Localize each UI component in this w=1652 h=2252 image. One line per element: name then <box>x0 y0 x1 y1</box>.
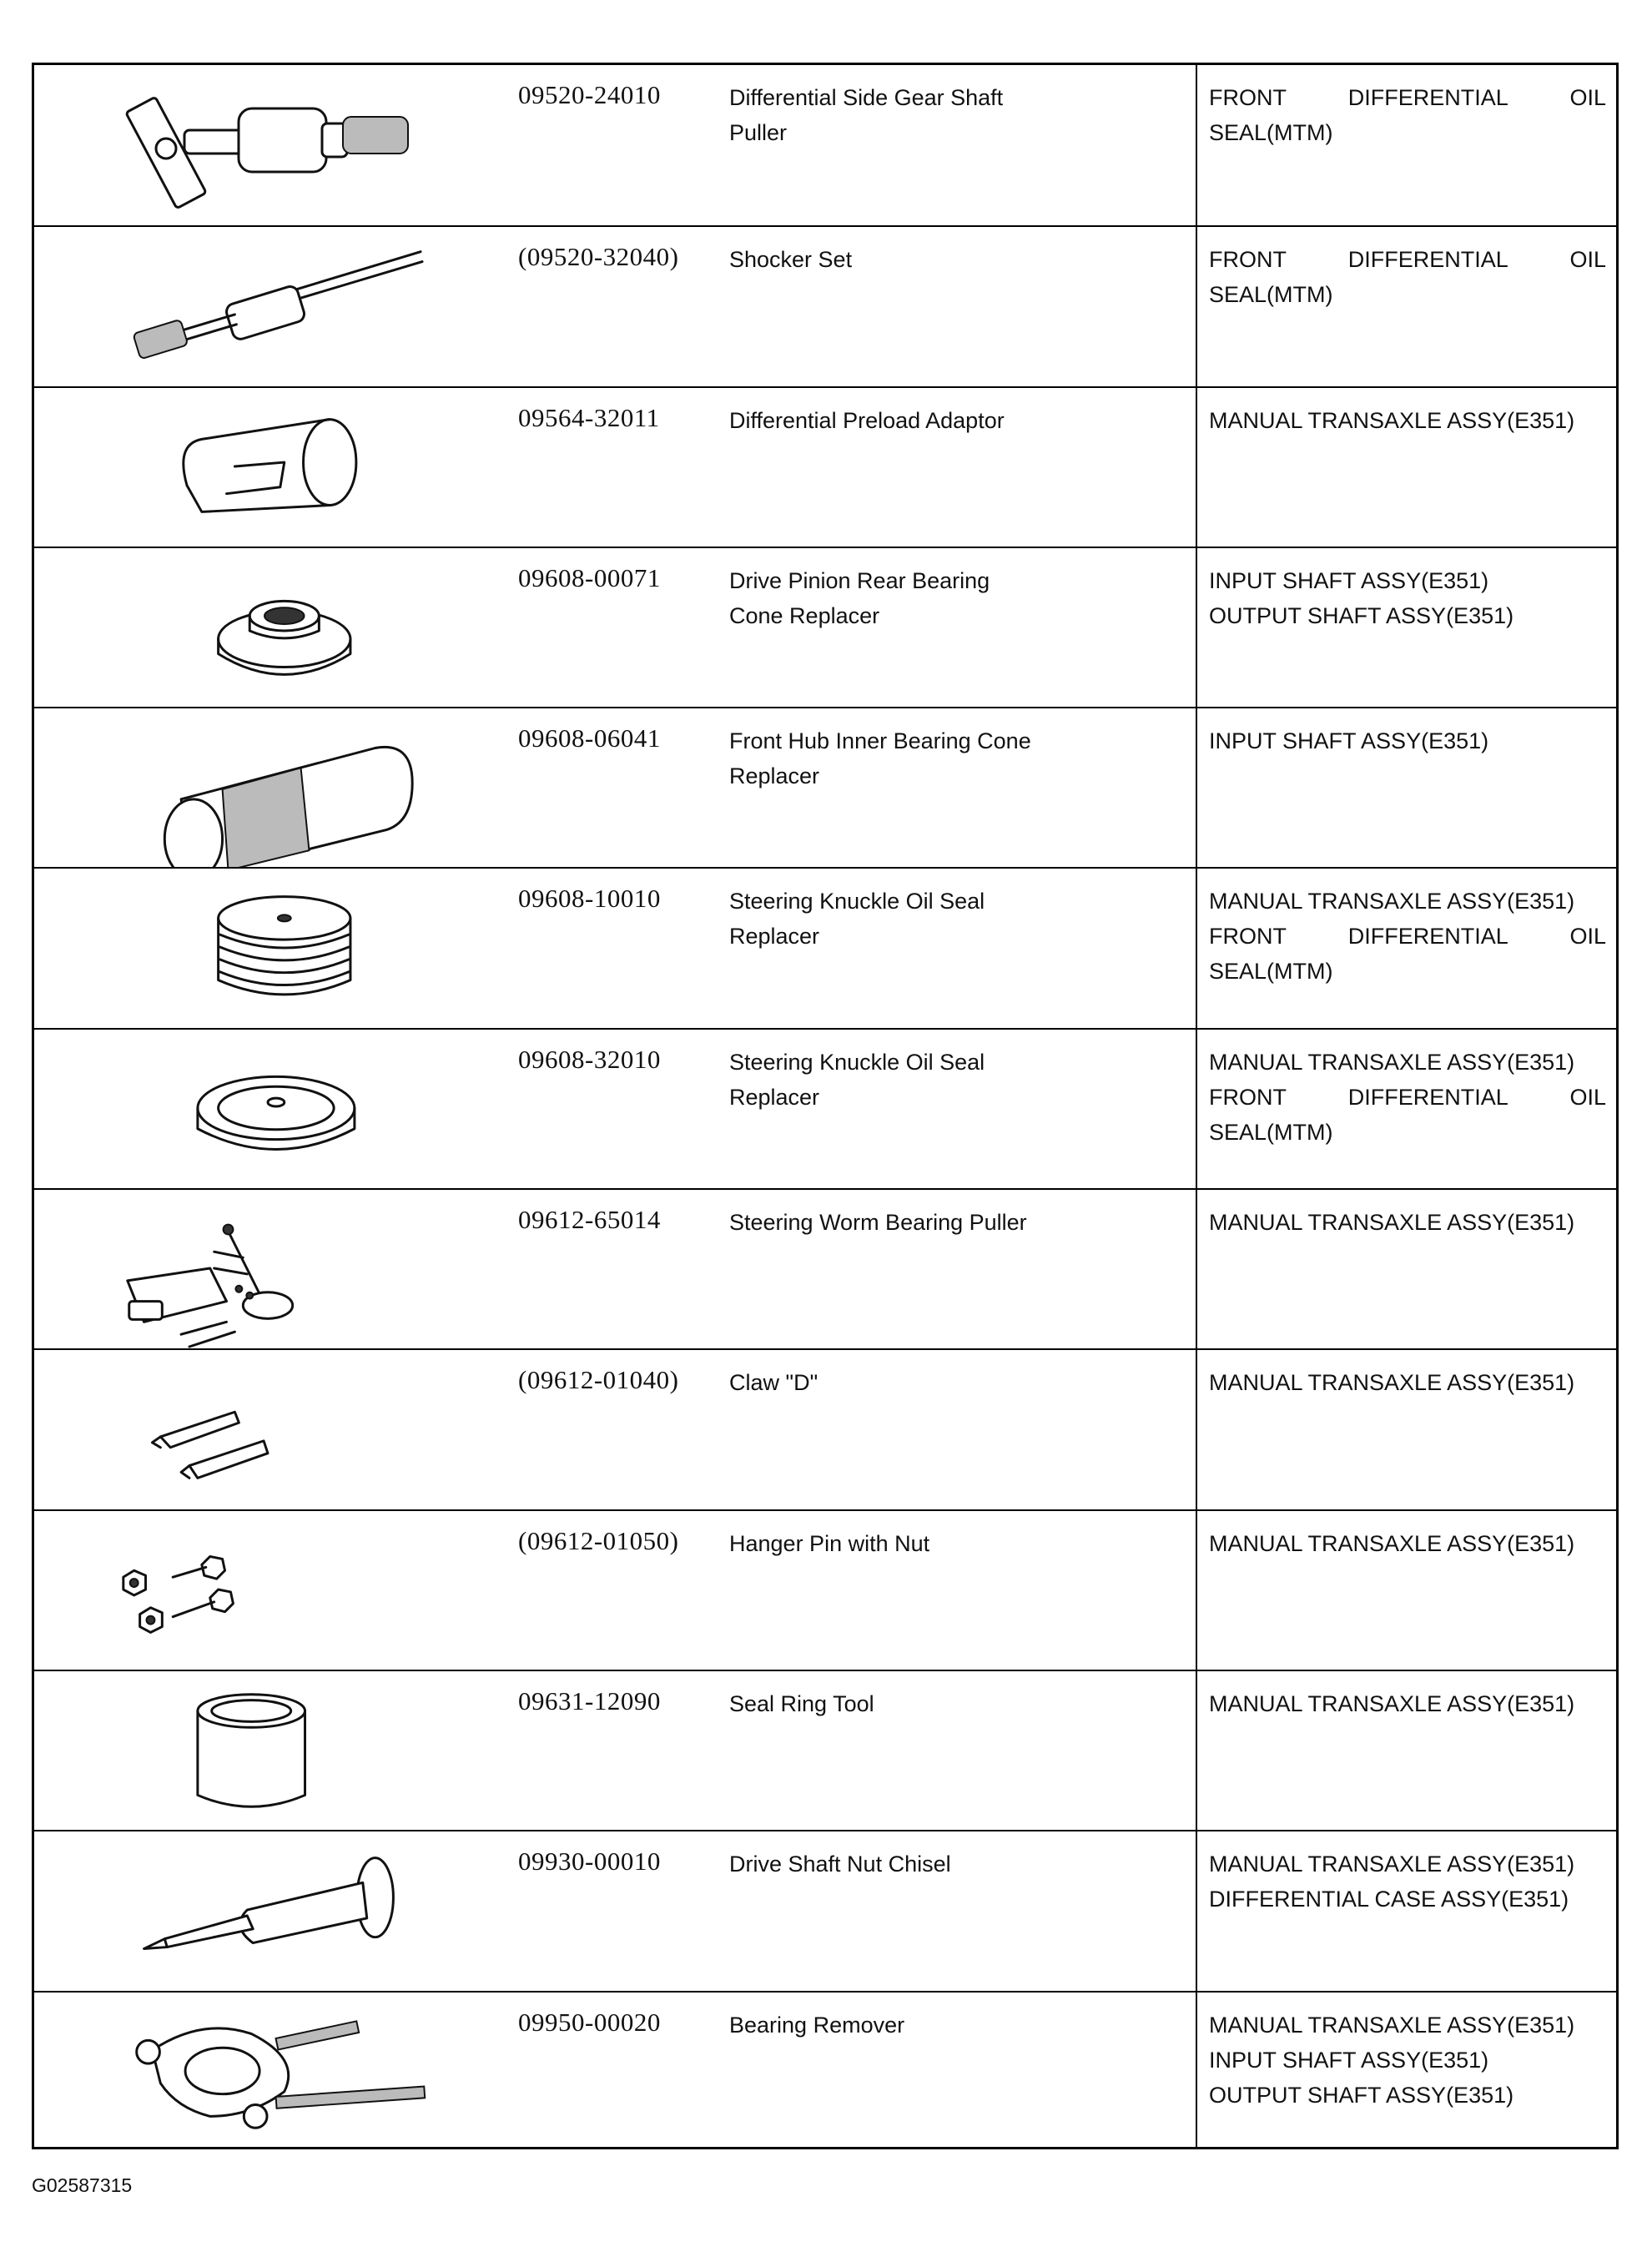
application <box>1197 1030 1621 1188</box>
application <box>1197 388 1621 547</box>
tool-name <box>699 1831 1166 1991</box>
seal-ring-tool-icon <box>34 1671 501 1830</box>
tool-name-line: Differential Preload Adaptor <box>729 408 1005 433</box>
application <box>1197 1831 1621 1991</box>
tool-name-line: Hanger Pin with Nut <box>729 1531 930 1556</box>
application-word: OIL <box>1569 247 1606 272</box>
part-number: (09612-01050) <box>518 1526 679 1555</box>
tool-row <box>34 1670 1616 1830</box>
tool-name <box>699 1190 1166 1348</box>
application-word: MANUAL TRANSAXLE ASSY(E351) <box>1209 1050 1575 1075</box>
part-number: 09608-06041 <box>518 723 661 753</box>
tool-name-line: Drive Pinion Rear Bearing <box>729 568 990 593</box>
tool-name-line: Front Hub Inner Bearing Cone <box>729 728 1031 753</box>
application-line <box>1209 242 1606 277</box>
application-line <box>1209 1882 1606 1917</box>
part-number: 09608-32010 <box>518 1045 661 1074</box>
application-word: OUTPUT SHAFT ASSY(E351) <box>1209 2083 1514 2108</box>
part-number: (09612-01040) <box>518 1365 679 1394</box>
tool-row <box>34 547 1616 707</box>
worm-bearing-puller-kit-icon <box>34 1190 501 1348</box>
application-line <box>1209 1686 1606 1721</box>
application-line <box>1209 598 1606 633</box>
application-word: INPUT SHAFT ASSY(E351) <box>1209 728 1489 753</box>
part-number: 09930-00010 <box>518 1846 661 1876</box>
bearing-cone-replacer-icon <box>34 548 501 707</box>
tool-name <box>699 708 1166 867</box>
application-word: FRONT <box>1209 924 1287 949</box>
application-line <box>1209 2078 1606 2113</box>
application-line <box>1209 1526 1606 1561</box>
part-number: (09520-32040) <box>518 242 679 271</box>
tool-name-line: Steering Worm Bearing Puller <box>729 1210 1027 1235</box>
tool-name <box>699 1511 1166 1670</box>
application-word: DIFFERENTIAL <box>1347 247 1508 272</box>
part-number: 09608-00071 <box>518 563 661 592</box>
tool-name <box>699 388 1166 547</box>
part-number: 09612-65014 <box>518 1205 661 1234</box>
side-gear-shaft-puller-icon <box>34 65 501 225</box>
application-word: MANUAL TRANSAXLE ASSY(E351) <box>1209 408 1575 433</box>
application-word: MANUAL TRANSAXLE ASSY(E351) <box>1209 889 1575 914</box>
tool-row <box>34 1830 1616 1991</box>
tool-row <box>34 867 1616 1028</box>
application-line <box>1209 1080 1606 1115</box>
application <box>1197 548 1621 707</box>
tool-name-line: Seal Ring Tool <box>729 1691 874 1716</box>
application-word: OUTPUT SHAFT ASSY(E351) <box>1209 603 1514 628</box>
application-line <box>1209 115 1606 150</box>
part-number: 09564-32011 <box>518 403 660 432</box>
application-word: MANUAL TRANSAXLE ASSY(E351) <box>1209 1210 1575 1235</box>
tool-name-line: Steering Knuckle Oil Seal <box>729 1050 985 1075</box>
application-line <box>1209 1205 1606 1240</box>
application-line <box>1209 1115 1606 1150</box>
application-line <box>1209 1045 1606 1080</box>
application-word: MANUAL TRANSAXLE ASSY(E351) <box>1209 1531 1575 1556</box>
application-word: DIFFERENTIAL CASE ASSY(E351) <box>1209 1887 1569 1912</box>
application-word: DIFFERENTIAL <box>1347 85 1508 110</box>
application-word: MANUAL TRANSAXLE ASSY(E351) <box>1209 1370 1575 1395</box>
tool-name <box>699 1671 1166 1830</box>
tool-name-line: Steering Knuckle Oil Seal <box>729 889 985 914</box>
tool-name-line: Shocker Set <box>729 247 853 272</box>
application-line <box>1209 80 1606 115</box>
tool-row <box>34 225 1616 386</box>
part-number: 09520-24010 <box>518 80 661 109</box>
application <box>1197 708 1621 867</box>
application <box>1197 1671 1621 1830</box>
application-word: DIFFERENTIAL <box>1347 924 1508 949</box>
application-line <box>1209 1846 1606 1882</box>
tool-name <box>699 1350 1166 1509</box>
application-word: FRONT <box>1209 1085 1287 1110</box>
application-word: DIFFERENTIAL <box>1347 1085 1508 1110</box>
tool-name-line: Differential Side Gear Shaft <box>729 85 1004 110</box>
application-word: SEAL(MTM) <box>1209 120 1333 145</box>
application-word: INPUT SHAFT ASSY(E351) <box>1209 568 1489 593</box>
application <box>1197 1511 1621 1670</box>
tool-name-line: Replacer <box>729 763 820 788</box>
bearing-remover-icon <box>34 1993 501 2147</box>
nut-chisel-icon <box>34 1831 501 1991</box>
oil-seal-replacer-tall-icon <box>34 869 501 1028</box>
tool-name-line: Puller <box>729 120 788 145</box>
tool-row <box>34 1509 1616 1670</box>
tool-name <box>699 1993 1166 2147</box>
application-line <box>1209 919 1606 954</box>
tool-row <box>34 1028 1616 1188</box>
tool-name <box>699 227 1166 386</box>
application <box>1197 869 1621 1028</box>
application-word: INPUT SHAFT ASSY(E351) <box>1209 2048 1489 2073</box>
application <box>1197 65 1621 225</box>
tool-name-line: Replacer <box>729 924 820 949</box>
tool-name-line: Bearing Remover <box>729 2013 905 2038</box>
part-number: 09631-12090 <box>518 1686 661 1715</box>
application-word: SEAL(MTM) <box>1209 282 1333 307</box>
application <box>1197 1350 1621 1509</box>
application-line <box>1209 954 1606 989</box>
application-line <box>1209 1365 1606 1400</box>
application-word: MANUAL TRANSAXLE ASSY(E351) <box>1209 2013 1575 2038</box>
application-word: FRONT <box>1209 85 1287 110</box>
part-number: 09608-10010 <box>518 884 661 913</box>
application-line <box>1209 884 1606 919</box>
tool-name-line: Drive Shaft Nut Chisel <box>729 1851 951 1877</box>
application-line <box>1209 723 1606 758</box>
application-word: OIL <box>1569 1085 1606 1110</box>
tool-name <box>699 548 1166 707</box>
application-word: OIL <box>1569 924 1606 949</box>
application <box>1197 227 1621 386</box>
application <box>1197 1190 1621 1348</box>
shocker-set-icon <box>34 227 501 386</box>
tool-row <box>34 1991 1616 2147</box>
application-word: MANUAL TRANSAXLE ASSY(E351) <box>1209 1691 1575 1716</box>
tool-name <box>699 1030 1166 1188</box>
tool-name-line: Claw "D" <box>729 1370 818 1395</box>
tool-row <box>34 1188 1616 1348</box>
knurled-replacer-icon <box>34 708 501 867</box>
application-line <box>1209 563 1606 598</box>
application-line <box>1209 2008 1606 2043</box>
tool-name-line: Cone Replacer <box>729 603 880 628</box>
application-word: FRONT <box>1209 247 1287 272</box>
application-line <box>1209 2043 1606 2078</box>
application <box>1197 1993 1621 2147</box>
application-word: MANUAL TRANSAXLE ASSY(E351) <box>1209 1851 1575 1877</box>
claw-d-icon <box>34 1350 501 1509</box>
special-service-tools-table <box>32 63 1619 2149</box>
tool-name-line: Replacer <box>729 1085 820 1110</box>
tool-row <box>34 386 1616 547</box>
figure-id: G02587315 <box>32 2174 133 2196</box>
part-number: 09950-00020 <box>518 2008 661 2037</box>
application-word: OIL <box>1569 85 1606 110</box>
tool-row <box>34 1348 1616 1509</box>
tool-name <box>699 65 1166 225</box>
application-line <box>1209 403 1606 438</box>
application-word: SEAL(MTM) <box>1209 1120 1333 1145</box>
hanger-pin-nut-icon <box>34 1511 501 1670</box>
tool-row <box>34 707 1616 867</box>
oil-seal-replacer-flat-icon <box>34 1030 501 1188</box>
application-line <box>1209 277 1606 312</box>
tool-name <box>699 869 1166 1028</box>
preload-adaptor-icon <box>34 388 501 547</box>
application-word: SEAL(MTM) <box>1209 959 1333 984</box>
tool-row <box>34 65 1616 225</box>
